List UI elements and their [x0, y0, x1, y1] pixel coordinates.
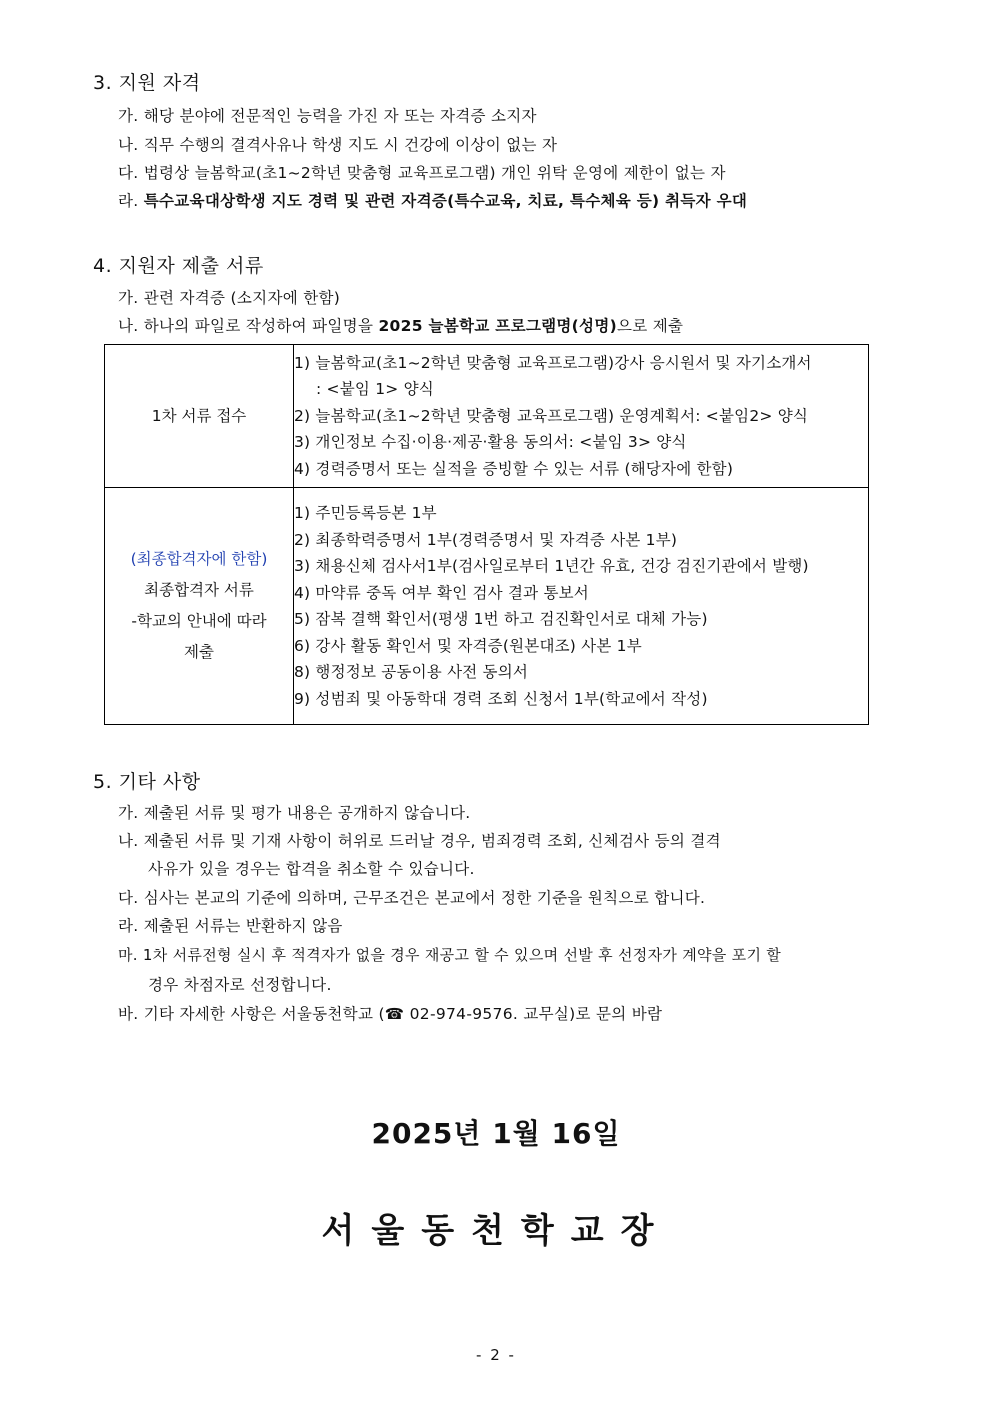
section-3-item-ga: 가. 해당 분야에 전문적인 능력을 가진 자 또는 자격증 소지자: [118, 107, 537, 125]
section-5-item-da: 다. 심사는 본교의 기준에 의하며, 근무조건은 본교에서 정한 기준을 원칙으로 합니다.: [118, 889, 706, 907]
signer-title: 서울동천학교장: [321, 1211, 671, 1251]
document-date: 2025년 1월 16일: [371, 1117, 621, 1150]
list-item: 2) 늘봄학교(초1~2학년 맞춤형 교육프로그램) 운영계획서: <붙임2> 양식: [294, 406, 809, 425]
section-3-title: 3. 지원 자격: [93, 72, 201, 94]
list-item: 1) 늘봄학교(초1~2학년 맞춤형 교육프로그램)강사 응시원서 및 자기소개서: [294, 353, 812, 372]
list-item: 4) 마약류 중독 여부 확인 검사 결과 통보서: [294, 583, 589, 602]
final-only-highlight: (최종합격자에 한함): [130, 550, 268, 568]
section-5-item-ra: 라. 제출된 서류는 반환하지 않음: [118, 917, 343, 935]
section-3-item-da: 다. 법령상 늘봄학교(초1~2학년 맞춤형 교육프로그램) 개인 위탁 운영에 제한이 없는 자: [118, 164, 726, 182]
final-round-label: [105, 488, 294, 725]
first-round-label: 1차 서류 접수: [105, 345, 294, 488]
section-4-item-ga: 가. 관련 자격증 (소지자에 한함): [118, 289, 341, 307]
table-row-first-round: [105, 345, 869, 488]
section-5-item-na: 나. 제출된 서류 및 기재 사항이 허위로 드러날 경우, 범죄경력 조회, 신체검사 등의 결격: [118, 832, 721, 850]
section-5-title: 5. 기타 사항: [93, 771, 201, 793]
section-4-item-na-suffix: 으로 제출: [616, 317, 684, 335]
page-number: - 2 -: [476, 1346, 516, 1364]
section-4-item-na-prefix: 나. 하나의 파일로 작성하여 파일명을: [118, 317, 379, 335]
list-item: 4) 경력증명서 또는 실적을 증빙할 수 있는 서류 (해당자에 한함): [294, 459, 734, 478]
list-item: 2) 최종학력증명서 1부(경력증명서 및 자격증 사본 1부): [294, 530, 678, 549]
final-label-line: 최종합격자 서류: [144, 581, 254, 599]
final-label-line: -학교의 안내에 따라: [131, 612, 267, 630]
list-item: 9) 성범죄 및 아동학대 경력 조회 신청서 1부(학교에서 작성): [294, 689, 708, 708]
list-item: 3) 개인정보 수집·이용·제공·활용 동의서: <붙임 3> 양식: [294, 433, 687, 452]
final-label-line: 제출: [184, 643, 214, 661]
list-item: 8) 행정정보 공동이용 사전 동의서: [294, 663, 529, 681]
section-4-item-na: [118, 314, 683, 336]
section-4-title: 4. 지원자 제출 서류: [93, 255, 264, 277]
first-round-items: [294, 345, 869, 488]
section-5-item-ga: 가. 제출된 서류 및 평가 내용은 공개하지 않습니다.: [118, 804, 471, 822]
list-item: 6) 강사 활동 확인서 및 자격증(원본대조) 사본 1부: [294, 636, 642, 655]
section-5-item-na-cont: 사유가 있을 경우는 합격을 취소할 수 있습니다.: [148, 860, 475, 878]
section-3-item-na: 나. 직무 수행의 결격사유나 학생 지도 시 건강에 이상이 없는 자: [118, 136, 558, 154]
list-item: 1) 주민등록등본 1부: [294, 504, 437, 522]
documents-table: [104, 344, 869, 725]
list-item: 3) 채용신체 검사서1부(검사일로부터 1년간 유효, 건강 검진기관에서 발행): [294, 557, 809, 575]
section-5-item-ma-cont: 경우 차점자로 선정합니다.: [148, 976, 332, 994]
section-5-item-ba: 바. 기타 자세한 사항은 서울동천학교 (☎ 02-974-9576. 교무실)로 문의 바람: [118, 1005, 663, 1023]
section-4-item-na-filename: 2025 늘봄학교 프로그램명(성명): [378, 317, 617, 335]
section-3-item-ra-bold: 특수교육대상학생 지도 경력 및 관련 자격증(특수교육, 치료, 특수체육 등) 취득자 우대: [143, 192, 748, 210]
table-row-final: [105, 488, 869, 725]
list-item: 5) 잠복 결핵 확인서(평생 1번 하고 검진확인서로 대체 가능): [294, 610, 708, 628]
section-3-item-ra: [118, 189, 747, 211]
list-item: : <붙임 1> 양식: [316, 380, 434, 399]
section-3-item-ra-prefix: 라.: [118, 192, 144, 210]
final-round-items: [294, 488, 869, 725]
section-5-item-ma: 마. 1차 서류전형 실시 후 적격자가 없을 경우 재공고 할 수 있으며 선발 후 선정자가 계약을 포기 할: [118, 946, 782, 964]
